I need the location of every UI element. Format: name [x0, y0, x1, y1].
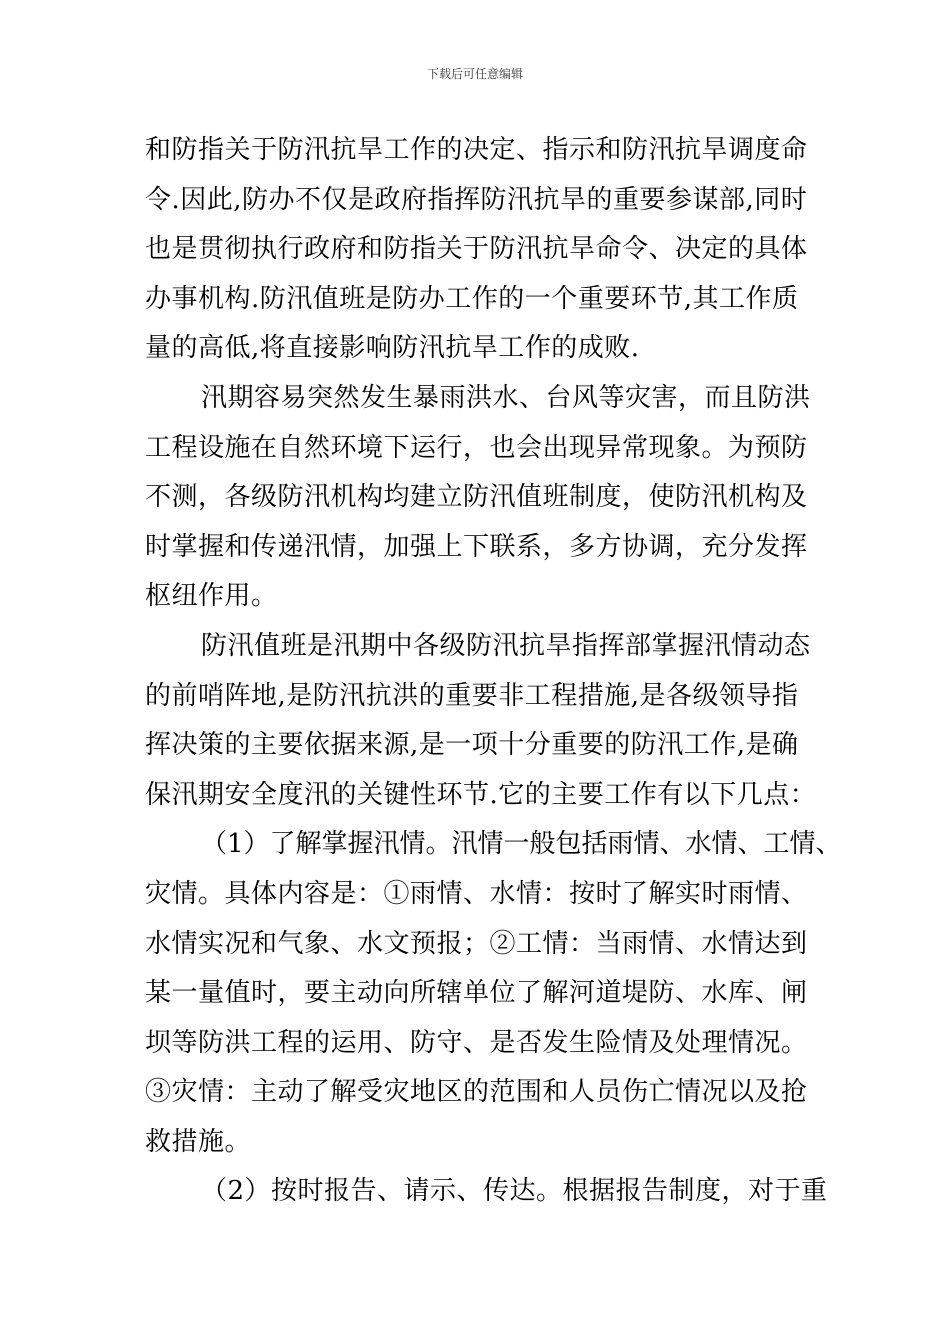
text-line: 救措施。 [145, 1126, 252, 1157]
text-line: 也是贯彻执行政府和防指关于防汛抗旱命令、决定的具体 [145, 234, 808, 265]
page-header: 下载后可任意编辑 [426, 67, 523, 81]
text-line: 令.因此,防办不仅是政府指挥防汛抗旱的重要参谋部,同时 [145, 184, 808, 215]
text-line: 枢纽作用。 [145, 581, 278, 612]
text-line: 汛期容易突然发生暴雨洪水、台风等灾害，而且防洪 [201, 382, 811, 413]
text-line: 时掌握和传递汛情，加强上下联系，多方协调，充分发挥 [145, 531, 808, 562]
body-text [145, 126, 842, 1217]
text-line: 的前哨阵地,是防汛抗洪的重要非工程措施,是各级领导指 [145, 680, 799, 711]
text-line: 水情实况和气象、水文预报；②工情：当雨情、水情达到 [145, 928, 808, 959]
text-line: 办事机构.防汛值班是防办工作的一个重要环节,其工作质 [145, 283, 799, 314]
text-line: 和防指关于防汛抗旱工作的决定、指示和防汛抗旱调度命 [145, 135, 808, 165]
text-line: （1）了解掌握汛情。汛情一般包括雨情、水情、工情、 [201, 829, 842, 860]
text-line: 不测，各级防汛机构均建立防汛值班制度，使防汛机构及 [145, 482, 808, 513]
text-line: 保汛期安全度汛的关键性环节.它的主要工作有以下几点： [145, 779, 817, 810]
text-line: 工程设施在自然环境下运行，也会出现异常现象。为预防 [145, 432, 808, 463]
text-line: 灾情。具体内容是：①雨情、水情：按时了解实时雨情、 [145, 878, 808, 909]
text-line: ③灾情：主动了解受灾地区的范围和人员伤亡情况以及抢 [145, 1077, 808, 1108]
text-line: 量的高低,将直接影响防汛抗旱工作的成败. [145, 333, 640, 364]
text-line: （2）按时报告、请示、传达。根据报告制度，对于重 [201, 1176, 828, 1207]
text-line: 挥决策的主要依据来源,是一项十分重要的防汛工作,是确 [145, 730, 799, 761]
text-line: 坝等防洪工程的运用、防守、是否发生险情及处理情况。 [145, 1027, 808, 1058]
text-line: 某一量值时，要主动向所辖单位了解河道堤防、水库、闸 [145, 978, 808, 1009]
text-line: 防汛值班是汛期中各级防汛抗旱指挥部掌握汛情动态 [201, 630, 811, 661]
